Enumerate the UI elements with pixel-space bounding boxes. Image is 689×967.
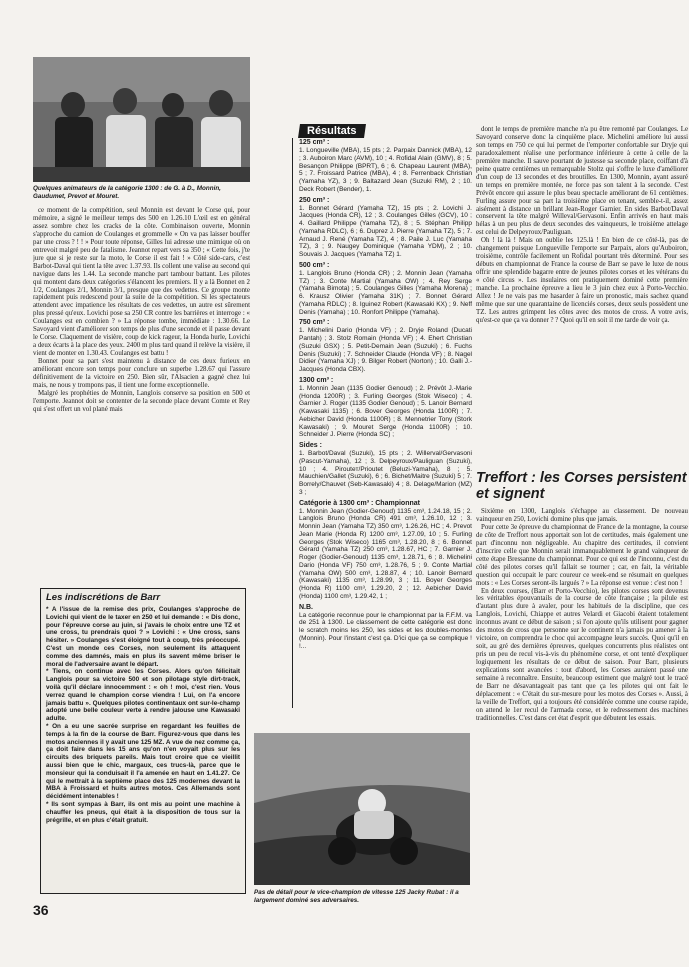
- result-block: [299, 603, 472, 651]
- result-text: La catégorie reconnue pour le championnat par la F.F.M. va de 251 à 1300. Le classement de cette catégorie est donc le scratch moins les 250, les sides et les doubles-montes (Monnin). Pour l'instant c'est ça. D'ici que ça se complique ! !...: [299, 611, 472, 650]
- result-text: 1. Monnin Jean (Godier-Genoud) 1135 cm³, 1.24.18, 15 ; 2. Langlois Bruno (Honda CR) 491 cm³, 1.26.10, 12 ; 3. Monnin Jean (Yamaha TZ) 350 cm³, 1.26.26, HC ; 4. Prevot Jean Marie (Honda R) 1200 cm³, 1.27.09, 10 ; 5. Furling Georges (Stok Wiseco) 1165 cm³, 1.28.20, 8 ; 6. Bonnet Gérard (Yamaha TZ) 250 cm³, 1.28.67, HC ; 7. Garnier J. Roger (Godier-Genoud) 1135 cm³, 1.28.71, 6 ; 8. Michelini Dario (Honda VF) 750 cm³, 1.28.76, 5 ; 9. Conte Martial (Yamaha OW) 500 cm³, 1.28.87, 4 ; 10. Lanoir Bernard (Kawasaki) 1135 cm³, 1.28.99, 3 ; 11. Boyer Georges (Honda R) 1100 cm³, 1.29.20, 2 ; 12. Aebicher David (Honda) 1100 cm³, 1.29.42, 1 ;: [299, 507, 472, 600]
- col1-paragraph: Malgré les prophéties de Monnin, Langlois conserve sa position en 500 et l'emporte. Jeannot doit se contenter de la seconde place devant Comte et Rey qui s'est offert un vol plané mais: [33, 389, 250, 413]
- riders-photo-image: [33, 57, 250, 182]
- result-category: 125 cm³ :: [299, 139, 330, 146]
- result-text: 1. Bonnet Gérard (Yamaha TZ), 15 pts ; 2. Lovichi J. Jacques (Honda CR), 12 ; 3. Coulanges Gilles (GCV), 10 ; 4. Gaillard Philippe (Yamaha TZ), 8 ; 5. Stéphan Philipp (Yamaha RDLC), 6 ; 6. Duprez J. Pierre (Yamaha TZ), 5 ; 7. Arnaud J. René (Yamaha TZ), 4 ; 8. Paile J. Luc (Yamaha TZ), 3 ; 9. Naugey Dominique (Yamaha YDM), 2 ; 10. Souvais J. Jacques (Yamaha TZ) 1.: [299, 204, 472, 258]
- result-block: [299, 261, 472, 317]
- indiscretions-item: * Ils sont sympas à Barr, ils ont mis au point une machine à chauffer les pneus, qui était à la disposition de tous sur la prégrille, et en plus c'était gratuit.: [46, 800, 240, 824]
- results-header-label: Résultats: [307, 125, 357, 137]
- rubat-photo-image: [254, 733, 470, 885]
- result-block: [299, 441, 472, 497]
- trefort-article-text: [476, 508, 688, 963]
- results-header: [298, 124, 365, 138]
- result-text: 1. Monnin Jean (1135 Godier Genoud) ; 2. Prévôt J.-Marie (Honda 1200R) ; 3. Furling Georges (Stok Wiseco) ; 4. Garnier J. Roger (1135 Godier Genoud) ; 5. Lanoir Bernard (Kawasaki 1135) ; 6. Bover Georges (Honda 1100R) ; 7. Aebicher David (Honda 1100R) ; 8. Mennetrier Tony (Stork Kawasaki) ; 9. Mouret Serge (Honda 1100R) ; 10. Schneider J. Pierre (Honda SC) ;: [299, 384, 472, 439]
- col3-paragraph: Oh ! là là ! Mais on oublie les 125.là ! En bien de ce côté-là, pas de changement puisque Longueville l'emporte sur Parpaix, alors qu'Auboiron, troisième, contrôle facilement un Rofidal pourtant très déterminé. Pour ses débuts en championnat de France la course de Barr se pave le luxe de nous offrir une splendide bagarre entre de jeunes pilotes corses et les vétérans du « côté circus ». Les insulaires ont pratiquement dominé cette première manche. La prochaine épreuve a lieu le 3 juin chez eux à Porto-Vecchio. Allez ! Je ne vais pas me hasarder à faire un pronostic, mais sachez quand même que sur une quarantaine de licenciés corses, deux seuls possèdent une TZ. Les autres grimpent les côtes avec des motos de cross. A votre avis, qu'est-ce que ça va donner ? ? Quoi qu'il en soit il me tarde de voir ça.: [476, 237, 688, 324]
- indiscretions-item: * A l'issue de la remise des prix, Coulanges s'approche de Lovichi qui vient de le taxer en 250 et lui demande : « Dis donc, pour l'épreuve corse au juin, si j'avais le choix entre une TZ et une cross, tu prendrais quoi ? » Lovichi : « Une cross, sans hésiter. » Coulanges s'est éloigné tout à coup, très préoccupé. C'est un monde ces Corses, non seulement ils attaquent comme des damnés, mais en plus ils savent même briser le moral de l'adversaire avant le départ.: [46, 606, 240, 668]
- col3-article-text: [476, 126, 688, 468]
- result-category: 750 cm³ :: [299, 319, 330, 327]
- indiscretions-item: * Tiens, on continue avec les Corses. Alors qu'on félicitait Langlois pour sa victoire 500 et son pilotage style dirt-track, voilà qu'il déclare innocemment : « oh ! moi, c'est rien. Vous verrez quand le champion corse viendra ! Lui, on l'a encore jamais battu ». Quelques pilotes continentaux ont sur-le-champ adopté une belle couleur verte à rendre jalouse une Kawasaki adulte.: [46, 668, 240, 723]
- results-panel: [292, 138, 472, 708]
- photo2-caption: Pas de détail pour le vice-champion de vitesse 125 Jacky Rubat : il a largement dominé ses adversaires.: [254, 889, 459, 904]
- indiscretions-title: Les indiscrétions de Barr: [46, 592, 161, 603]
- result-category: 250 cm³ :: [299, 196, 330, 204]
- trefort-paragraph: Pour cette 3e épreuve du championnat de France de la montagne, la course de côte de Treffort nous apportait son lot de certitudes, mais également une part d'inconnu non négligeable. Au chapitre des certitudes, il convient d'inscrire celle que Monnin serait immanquablement le grand vainqueur de cette étape Bressanne du championnat. Pour ce qui est de l'inconnu, c'est du côté des pilotes corses qu'il fallait se tourner ; car, en fait, la véritable question qui occupait le parc coureur ce week-end se résumait en quelques mots : « Les Corses seront-ils largués ? » La réponse est venue : c'est non !: [476, 523, 688, 587]
- result-block: [299, 499, 472, 601]
- result-block: [299, 318, 472, 374]
- result-text: 1. Michelini Dario (Honda VF) ; 2. Dryje Roland (Ducati Pantah) ; 3. Stolz Romain (Honda VF) ; 4. Ehert Christian (Suzuki GSX) ; 5. Petit-Demain Jean (Suzuki) ; 6. Fuchs Denis (Suzuki) ; 7. Schneider Claude (Honda VF) ; 8. Nagel Didier (Yamaha XJ) ; 9. Bilger Robert (Norton) ; 10. Galli J.-Jacques (Honda CBX).: [299, 327, 472, 373]
- result-category: Sides :: [299, 442, 322, 449]
- result-category: 500 cm³ :: [299, 261, 330, 269]
- trefort-headline: Treffort : les Corses persistent et signent: [476, 470, 687, 502]
- page-number: 36: [33, 902, 49, 918]
- photo1-caption: Quelques animateurs de la catégorie 1300 : de G. à D., Monnin, Gaudumet, Prevot et Mouret.: [33, 185, 221, 200]
- result-block: [299, 138, 472, 194]
- col1-paragraph: Bonnet pour sa part s'est maintenu à distance de ces deux furieux en améliorant encore son temps pour conclure un superbe 1.28.67 qui l'assure définitivement de la victoire en 250. Bien sûr, l'Alsacien a gagné chez lui mais, ne nous y trompons pas, il tient une forme exceptionnelle.: [33, 358, 250, 389]
- trefort-paragraph: En deux courses, (Barr et Porto-Vecchio), les pilotes corses sont devenus les véritables épouvantails de la course de côte française ; la pilule est d'autant plus dure à avaler, pour les habitués de la discipline, que ces Langlois, Lovichi, Chiappe et autres Velardi et Giacobi étaient totalement inconnus avant ce début de saison ; si l'on ajoute qu'ils utilisent pour gagner des motos de cross que personne sur le continent n'a jamais pu amener à la victoire, on comprendra le choc qui accompagne leurs succès. Quoi qu'il en soit, au gré des dernières épreuves, quelques concurrents plus réalistes ont pris un peu de recul vis-à-vis du phénomène corse, et ont tenté d'expliquer logiquement les résultats de ce début de saison. Pour Barr, plusieurs explications sont avancées : tout d'abord, les Corses auraient passé une semaine à reconnaître. Ensuite, beaucoup estiment que malgré tout le tracé de Barr ne désavantageait pas tant que ça les pilotes qui ont fait le déplacement : « C'était du sur-mesure pour les motos des Corses ». Aussi, à la veille de Treffort, qui a toujours été considérée comme une course rapide, on attend le 1er recul de l'armada corse, et le redressement des machines traditionnelles. C'est dans cet état d'esprit que débutent les essais.: [476, 587, 688, 722]
- photo-riders-group: [33, 57, 250, 182]
- result-text: 1. Barbot/Daval (Suzuki), 15 pts ; 2. Willerval/Gervasoni (Pascut-Yamaha), 12 ; 3. Delpeyroux/Pauliguan (Suzuki), 10 ; 4. Pirouteт/Prioutet (Beluzi-Yamaha), 8 ; 5. Mauchien/Gallet (Suzuki), 6 ; 6. Bichet/Maitre (Suzuki) 5 ; 7. Borrely/Chauvet (Seb-Kawasaki) 4 ; 8. Delage/Marion (MZ) 3 ;: [299, 450, 472, 496]
- result-block: [299, 376, 472, 439]
- result-category: 1300 cm³ :: [299, 376, 334, 384]
- col1-paragraph: ce moment de la compétition, seul Monnin est devant le Corse qui, pour mémoire, a signé le meilleur temps des 500 en 1.26.10 L'œil est en général assez sombre chez les cracks de la côte. Combinaison ouverte, Monnin s'approche du camion de Coulanges et grommelle « On va pas laisser bouffer par une cross ? ! ! » Pour toute réponse, Gilles lui adresse une mimique où on entrevoit malgré peu de fatalisme. Jeannot repart vers sa 350 ; « Cette fois, j'te jure que si je reste sur la moto, le Corse il est fait ! » Côté side-cars, c'est Barbot-Daval qui tient la tête avec 1.37.93. Ils collent une valise au second qui navigue dans les 1.44. La seconde manche part tambour battant. Les pilotes qui montent dans deux catégories s'élancent les premiers. Il y a là Bonnet en 2 1/2, Coulanges 2/1, Monnin 3/1, presque que des vedettes. Ce groupe monte rapidement puis redescend pour la suite de la compétition. Si les spectateurs attendent avec impatience les résultats de ces vedettes, un autre est sûrement plus pressé qu'eux. Lovichi pose sa 250 CR contre les barrières et interroge : « Coulanges est en combien ? » La réponse tombe, immédiate : 1.30.66. Le Savoyard vient d'améliorer son temps de plus d'une seconde et il passe devant le Corse. Claquement de visière, coup de kick rageur, la Honda hurle, Lovichi a deux écarts à la place des yeux. 2400 m plus tard quand il relève la visière, il vient de monter en 1.30.43. Coulanges est battu !: [33, 207, 250, 358]
- col3-paragraph: dont le temps de première manche n'a pu être remonté par Coulanges. Le Savoyard conserve donc la cinquième place. Michelini améliore lui aussi son temps en 750 ce qui lui permet de l'emporter confortable sur Dryje qui paradoxalement réalise une performance inférieure à cette à celle de la première manche. Il sauve pourtant de justesse sa seconde place, coiffant d'à peine quatre centièmes un remarquable Stoltz qui s'offre le luxe d'améliorer d'un coup de 13 secondes et des broutilles. En 1300, Monnin, ayant assuré un temps en première montée, ne force pas son talent à la seconde. C'est Prévôt encore qui assure le plus beau spectacle améliorant de 61 centièmes. Furling assure pour sa part la troisième place en tenant, semble-t-il, assez aisément à distance un brillant Jean-Roger Garnier. En sides Barbot/Daval conservent la tête malgré Willeval/Gervasoni. Enfin arrivés en haut mais hélas à un peu plus de deux secondes des vainqueurs, le troisième attelage est celui de Delpeyroux/Pauliguan.: [476, 126, 688, 237]
- trefort-paragraph: Sixième en 1300, Langlois s'échappe au classement. De nouveau vainqueur en 250, Lovichi domine plus que jamais.: [476, 508, 688, 523]
- result-category: N.B.: [299, 603, 313, 611]
- photo-jacky-rubat: [254, 733, 470, 885]
- result-block: [299, 196, 472, 259]
- indiscretions-item: * On a eu une sacrée surprise en regardant les feuilles de temps à la fin de la course de Barr. Figurez-vous que dans les motos anciennes il y avait une 125 MZ. A vue de nez comme ça, ça doit faire dans les 15 ans qu'on n'en voyait plus sur les circuits des briquets pareils. Mais tout croire que ce vieillit aussi bien que le chic, margaux, ces trucs-là, parce que le monsieur qui la conduisait il l'a amenée en haut en 1.41.27. Ce qui le mettrait à la septième place des 125 modernes devant la MBA à Froissard et huits autres motos. Ces Allemands sont décidément intenables !: [46, 722, 240, 801]
- result-text: 1. Langlois Bruno (Honda CR) ; 2. Monnin Jean (Yamaha TZ) ; 3. Conte Martial (Yamaha OW) ; 4. Rey Serge (Yamaha Bimota) ; 5. Coulanges Gilles (Yamaha Morena) ; 6. Krausz Olivier (Yamaha 31K) ; 7. Bonnet Gérard (Yamaha RDLC) ; 8. Iguinez Robert (Kawasaki KX) ; 9. Neff Denis (Yamaha) ; 10. Ronfort Philippe (Yamaha).: [299, 269, 472, 316]
- indiscretions-box: [40, 588, 246, 894]
- col1-article-text: [33, 207, 250, 582]
- result-text: 1. Longueville (MBA), 15 pts ; 2. Parpaix Dannick (MBA), 12 ; 3. Auboiron Marc (AVM), 10 ; 4. Rofidal Alain (GMV), 8 ; 5. Besançon Philippe (BPRT), 6 ; 6. Chapeau Laurent (MBA), 5 ; 7. Froissard Patrice (MBA), 4 ; 8. Ferrenback Christian (Yamaha YZ), 3 ; 9. Baltazard Jean (Suzuki RM), 2 ; 10. Deck Robert (Bender), 1.: [299, 147, 472, 193]
- result-category: Catégorie à 1300 cm³ : Championnat: [299, 499, 420, 507]
